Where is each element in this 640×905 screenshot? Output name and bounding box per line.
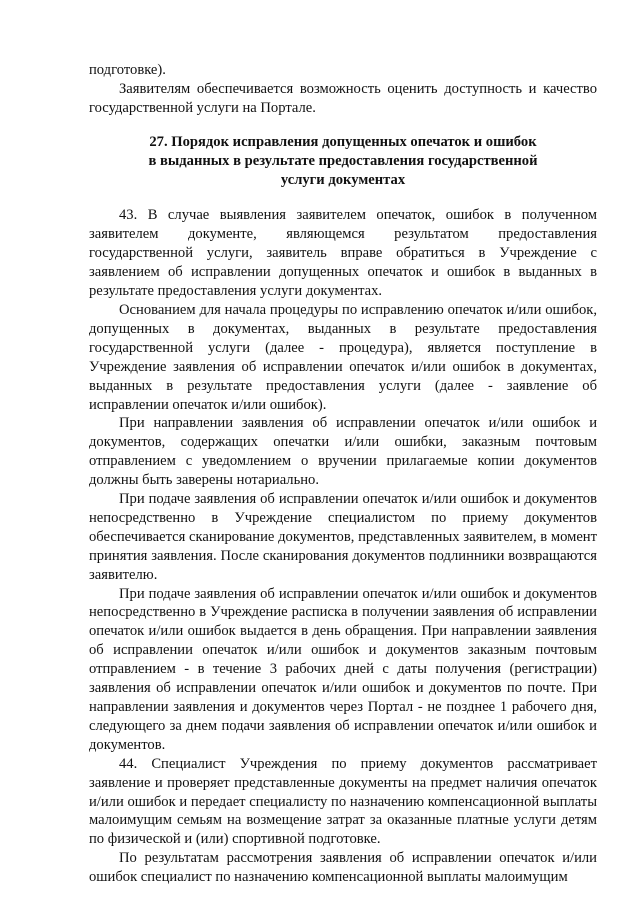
section-heading-line: 27. Порядок исправления допущенных опечаток и ошибок	[149, 133, 537, 150]
section-heading-line: услуги документах	[280, 171, 406, 188]
paragraph-43: 43. В случае выявления заявителем опечаток, ошибок в полученном заявителем документе, являющемся результатом предоставления государственной услуги, заявитель вправе обратиться в Учреждение с заявлением об исправлении допущенных опечаток и ошибок в выданных в результате предоставления услуги документах.	[89, 207, 597, 300]
rating-paragraph: Заявителям обеспечивается возможность оценить доступность и качество государственной услуги на Портале.	[89, 80, 597, 116]
review-results-paragraph: По результатам рассмотрения заявления об исправлении опечаток и/или ошибок специалист по назначению компенсационной выплаты малоимущим	[89, 850, 597, 886]
procedure-basis-paragraph: Основанием для начала процедуры по исправлению опечаток и/или ошибок, допущенных в документах, выданных в результате предоставления государственной услуги (далее - процедура), является поступление в Учреждение заявления об исправлении опечаток и/или ошибок в документах, выданных в результате предоставления услуги (далее - заявление об исправлении опечаток и/или ошибок).	[89, 301, 597, 413]
postal-submission-paragraph: При направлении заявления об исправлении опечаток и/или ошибок и документов, содержащих опечатки и/или ошибки, заказным почтовым отправлением с уведомлением о вручении прилагаемые копии документов должны быть заверены нотариально.	[89, 415, 597, 489]
in-person-scanning-paragraph: При подаче заявления об исправлении опечаток и/или ошибок и документов непосредственно в Учреждение специалистом по приему документов обеспечивается сканирование документов, представленных заявителем, в момент принятия заявления. После сканирования документов подлинники возвращаются заявителю.	[89, 491, 597, 583]
section-heading-line: в выданных в результате предоставления государственной	[148, 152, 538, 169]
paragraph-44: 44. Специалист Учреждения по приему документов рассматривает заявление и проверяет представленные документы на предмет наличия опечаток и/или ошибок и передает специалисту по назначению компенсационной выплаты малоимущим семьям на возмещение затрат за оказанные платные услуги детям по физической и (или) спортивной подготовке.	[89, 755, 597, 848]
previous-section-continuation: подготовке).	[89, 62, 166, 78]
section-heading	[89, 133, 597, 190]
document-page	[89, 61, 597, 887]
receipt-issuance-paragraph: При подаче заявления об исправлении опечаток и/или ошибок и документов непосредственно в Учреждение расписка в получении заявления об исправлении опечаток и/или ошибок выдается в день обращения. При направлении заявления об исправлении опечаток и/или ошибок и документов заказным почтовым отправлением - в течение 3 рабочих дней с даты получения (регистрации) заявления об исправлении опечаток и/или ошибок и документов по почте. При направлении заявления и документов через Портал - не позднее 1 рабочего дня, следующего за днем подачи заявления об исправлении опечаток и/или ошибок и документов.	[89, 585, 597, 753]
